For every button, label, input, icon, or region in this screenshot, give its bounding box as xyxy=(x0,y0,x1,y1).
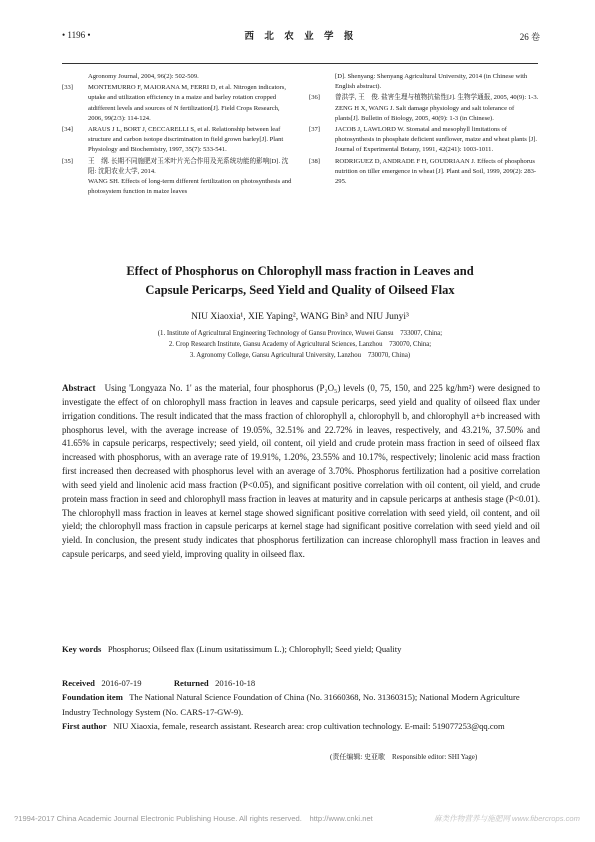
references-left-column xyxy=(62,72,292,198)
reference-entry: [37] JACOB J, LAWLORD W. Stomatal and mesophyll limitations of photosynthesis in phosphate deficient sunflower, maize and wheat plants [J]. Journal of Experimental Botany, 1991, 42(241): 1003-1011. xyxy=(309,126,538,154)
reference-entry: [33] MONTEMURRO F, MAIORANA M, FERRI D, et al. Nitrogen indicators, uptake and utilization efficiency in a maize and barley rotation cropped atdifferent levels and sources of N fertilization[J]. Field Crops Research, 2006, 99(2/3): 114-124. xyxy=(62,84,287,122)
article-meta xyxy=(62,676,540,734)
abstract xyxy=(62,382,540,562)
volume-number: 26 卷 xyxy=(519,32,540,42)
page-footer xyxy=(14,813,584,824)
page-header xyxy=(62,12,540,46)
header-rule xyxy=(62,63,538,64)
dates-line: Received 2016-07-19 Returned 2016-10-18 xyxy=(62,678,256,688)
reference-entry: [36] 曾洪学, 王 俊. 盐害生理与植物抗盐性[J]. 生物学通报, 2005, 40(9): 1-3. ZENG H X, WANG J. Salt damage physiology and salt tolerance of plants[J]. Bulletin of Biology, 2005, 40(9): 1-3 (in Chinese). xyxy=(309,94,539,122)
reference-entry: [34] ARAUS J L, BORT J, CECCARELLI S, et al. Relationship between leaf structure and carbon isotope discrimination in field grown barley[J]. Plant Physiology and Biochemistry, 1997, 35(7): 533-541. xyxy=(62,126,284,154)
abstract-text: Using 'Longyaza No. 1' as the material, four phosphorus (P₂O₅) levels (0, 75, 150, and 225 kg/hm²) were designed to investigate the effect of on chlorophyll mass fraction in leaves and capsule pericarps, seed yield and quality of oilseed flax under irrigation conditions. The result indicated that the mass fraction of chlorophyll a, chlorophyll b, and chlorophyll a+b increased with phosphorus level, with the average increase of 19.05%, 32.51% and 22.72% in leaves, respectively, and 43.21%, 37.50% and 41.65% in capsule pericarps, respectively; seed yield, oil content, oil yield and crude protein mass fraction in seed of oilseed flax increased with phosphorus, with an average rate of 19.91%, 1.20%, 23.55% and 10.17%, respectively; linolenic acid mass fraction first increased then decreased with phosphorus level with an average of 3.70%. Phosphorus fertilization had a positive correlation with seed yield and linolenic acid mass fraction (P<0.05), and significant positive correlation with oil content, oil yield, and crude protein mass fraction in seed and chlorophyll mass fraction in leaves at maturity and in capsule pericarps at anthesis stage (P<0.01). The chlorophyll mass fraction in leaves at kernel stage showed significant positive correlation with seed yield, oil content, and oil yield; the chlorophyll mass fraction in capsule pericarps at kernel stage had significant positive correlation with seed yield and oil yield. In conclusion, the present study indicates that phosphorus fertilization can increase chlorophyll mass fraction in leaves and capsule pericarps, and seed yield, improving quality in oilseed flax. xyxy=(62,383,541,560)
copyright-notice: ?1994-2017 China Academic Journal Electronic Publishing House. All rights reserved. http://www.cnki.net xyxy=(14,814,373,823)
reference-entry: [D]. Shenyang: Shenyang Agricultural University, 2014 (in Chinese with English abstract). xyxy=(335,73,528,91)
keywords-text: Phosphorus; Oilseed flax (Linum usitatissimum L.); Chlorophyll; Seed yield; Quality xyxy=(107,644,402,654)
page-number: • 1196 • xyxy=(62,30,91,40)
reference-entry: [38] RODRIGUEZ D, ANDRADE F H, GOUDRIAAN J. Effects of phosphorus nutrition on tiller emergence in wheat [J]. Plant and Soil, 1999, 209(2): 283-295. xyxy=(309,157,537,186)
reference-entry: [35] 王 纲. 长期不同施肥对玉米叶片光合作用及光系统功能的影响[D]. 沈阳: 沈阳农业大学, 2014. WANG SH. Effects of long-term different fertilization on photosynthesis and photosystem function in maize leaves xyxy=(62,157,292,196)
author-list: NIU Xiaoxia¹, XIE Yaping², WANG Bin³ and NIU Junyi³ xyxy=(191,312,409,322)
returned-date: 2016-10-18 xyxy=(215,678,256,688)
abstract-label: Abstract xyxy=(62,383,96,393)
affiliations: (1. Institute of Agricultural Engineering Technology of Gansu Province, Wuwei Gansu 733007, China; 2. Crop Research Institute, Gansu Academy of Agricultural Sciences, Lanzhou 730070, China; 3. Agronomy College, Gansu Agricultural University, Lanzhou 730070, China) xyxy=(157,330,443,359)
foundation-line: Foundation item The National Natural Science Foundation of China (No. 31660368, No. 31360315); National Modern Agriculture Industry Technology System (No. CARS-17-GW-9). xyxy=(62,692,520,717)
article-title: Effect of Phosphorus on Chlorophyll mass fraction in Leaves and Capsule Pericarps, Seed Yield and Quality of Oilseed Flax xyxy=(126,264,474,297)
first-author-line: First author NIU Xiaoxia, female, research assistant. Research area: crop cultivation technology. E-mail: 519077253@qq.com xyxy=(62,721,505,732)
references-right-column xyxy=(309,72,539,188)
watermark: 麻类作物营养与施肥网 www.fibercrops.com xyxy=(434,814,580,823)
received-date: 2016-07-19 xyxy=(101,678,142,688)
keywords-label: Key words xyxy=(62,644,102,654)
journal-name: 西 北 农 业 学 报 xyxy=(244,32,358,42)
keywords xyxy=(62,644,540,654)
editor-credit: (责任编辑: 史亚歌 Responsible editor: SHI Yage) xyxy=(330,753,478,761)
reference-entry: Agronomy Journal, 2004, 96(2): 502-509. xyxy=(88,73,199,80)
